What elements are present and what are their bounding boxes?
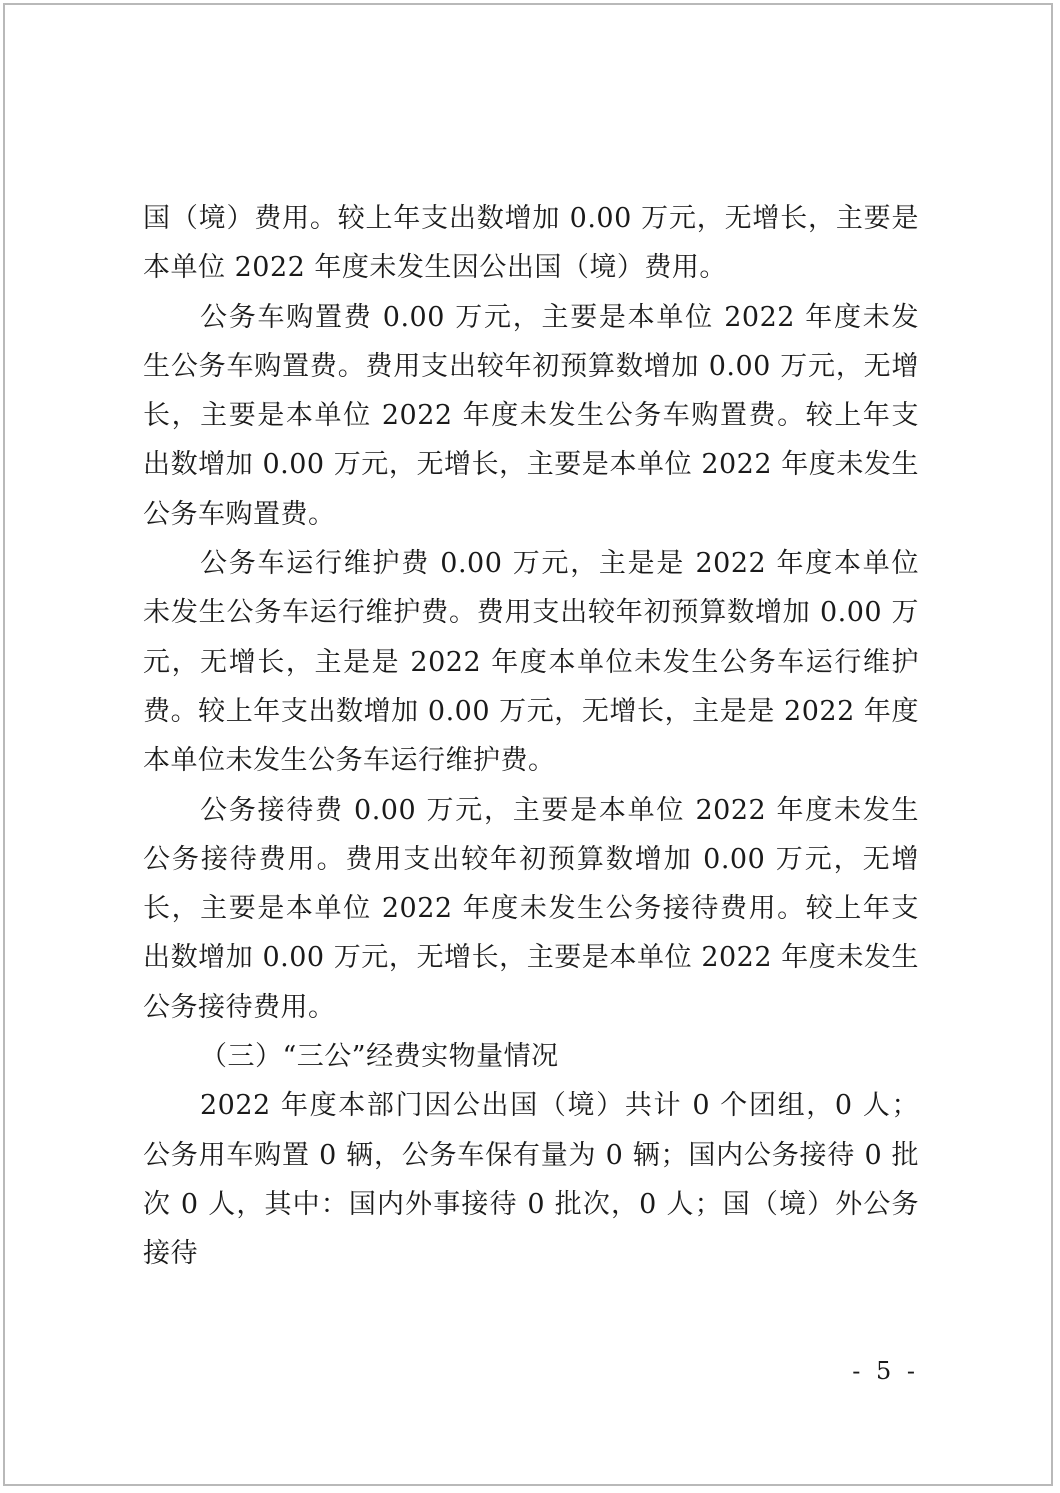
paragraph-continuation: 国（境）费用。较上年支出数增加 0.00 万元，无增长，主要是本单位 2022 年度未发生因公出国（境）费用。 — [143, 203, 919, 284]
document-body — [143, 194, 919, 1279]
paragraph-vehicle-maintenance: 公务车运行维护费 0.00 万元，主是是 2022 年度本单位未发生公务车运行维护费。费用支出较年初预算数增加 0.00 万元，无增长，主是是 2022 年度本单位未发生公务车运行维护费。较上年支出数增加 0.00 万元，无增长，主是是 2022 年度本单位未发生公务车运行维护费。 — [143, 548, 919, 777]
paragraph-physical-quantity: 2022 年度本部门因公出国（境）共计 0 个团组，0 人；公务用车购置 0 辆，公务车保有量为 0 辆；国内公务接待 0 批次 0 人，其中：国内外事接待 0 批次，0 人；国（境）外公务接待 — [143, 1090, 919, 1270]
page-number: - 5 - — [852, 1357, 919, 1385]
section-heading: （三）“三公”经费实物量情况 — [200, 1041, 559, 1073]
paragraph-vehicle-purchase: 公务车购置费 0.00 万元，主要是本单位 2022 年度未发生公务车购置费。费用支出较年初预算数增加 0.00 万元，无增长，主要是本单位 2022 年度未发生公务车购置费。较上年支出数增加 0.00 万元，无增长，主要是本单位 2022 年度未发生公务车购置费。 — [143, 301, 919, 530]
paragraph-reception-expense: 公务接待费 0.00 万元，主要是本单位 2022 年度未发生公务接待费用。费用支出较年初预算数增加 0.00 万元，无增长，主要是本单位 2022 年度未发生公务接待费用。较上年支出数增加 0.00 万元，无增长，主要是本单位 2022 年度未发生公务接待费用。 — [143, 794, 919, 1023]
